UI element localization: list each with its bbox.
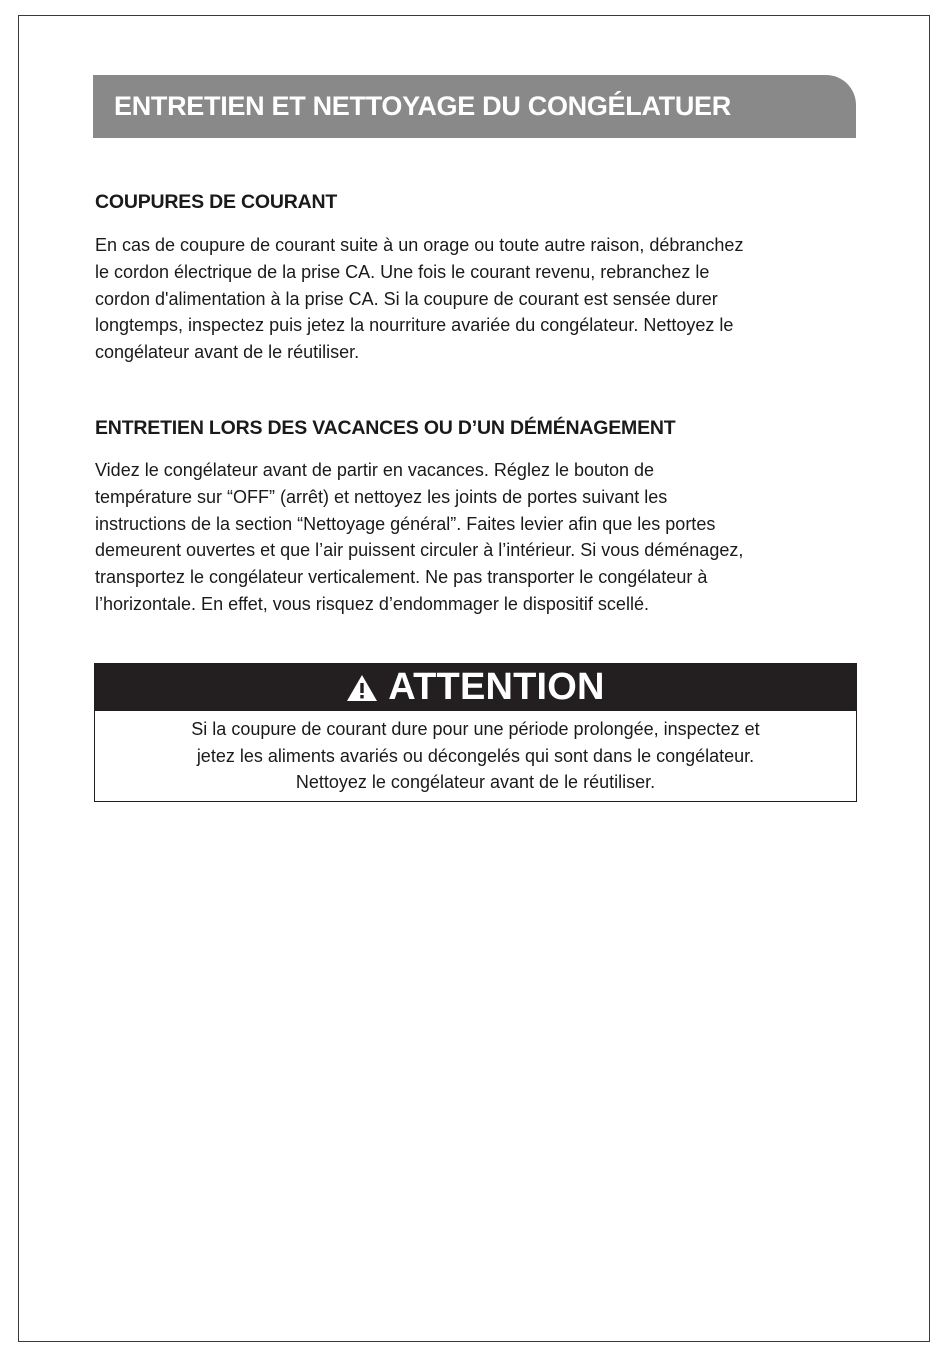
section-heading-vacation-moving: ENTRETIEN LORS DES VACANCES OU D’UN DÉMÉNAGEMENT bbox=[95, 417, 676, 439]
body-line: demeurent ouvertes et que l’air puissent circuler à l’intérieur. Si vous déménagez, bbox=[95, 540, 744, 561]
attention-body bbox=[95, 711, 856, 796]
section-heading-power-outage: COUPURES DE COURANT bbox=[95, 191, 338, 213]
body-line: cordon d'alimentation à la prise CA. Si la coupure de courant est sensée durer bbox=[95, 288, 718, 309]
attention-line: jetez les aliments avariés ou décongelés qui sont dans le congélateur. bbox=[196, 745, 755, 766]
body-line: température sur “OFF” (arrêt) et nettoyez les joints de portes suivant les bbox=[95, 486, 668, 507]
body-line: l’horizontale. En effet, vous risquez d’endommager le dispositif scellé. bbox=[95, 593, 649, 614]
attention-header bbox=[95, 664, 856, 711]
title-banner bbox=[93, 75, 856, 138]
page-title: ENTRETIEN ET NETTOYAGE DU CONGÉLATUER bbox=[114, 91, 731, 121]
attention-line: Nettoyez le congélateur avant de le réutiliser. bbox=[295, 772, 656, 792]
section-body-power-outage bbox=[95, 232, 845, 366]
body-line: transportez le congélateur verticalement. Ne pas transporter le congélateur à bbox=[95, 567, 708, 588]
body-line: instructions de la section “Nettoyage général”. Faites levier afin que les portes bbox=[95, 513, 716, 534]
section-power-outage bbox=[95, 191, 845, 366]
attention-line: Si la coupure de courant dure pour une période prolongée, inspectez et bbox=[191, 719, 760, 739]
section-body-vacation-moving bbox=[95, 457, 845, 618]
section-vacation-moving bbox=[95, 417, 845, 618]
attention-box bbox=[94, 663, 857, 802]
body-line: le cordon électrique de la prise CA. Une fois le courant revenu, rebranchez le bbox=[95, 261, 710, 282]
warning-triangle-icon bbox=[346, 674, 378, 702]
body-line: En cas de coupure de courant suite à un orage ou toute autre raison, débranchez bbox=[95, 235, 744, 255]
attention-title: ATTENTION bbox=[388, 666, 605, 708]
body-line: longtemps, inspectez puis jetez la nourriture avariée du congélateur. Nettoyez le bbox=[95, 315, 734, 336]
body-line: Videz le congélateur avant de partir en vacances. Réglez le bouton de bbox=[95, 460, 655, 480]
body-line: congélateur avant de le réutiliser. bbox=[95, 342, 360, 363]
